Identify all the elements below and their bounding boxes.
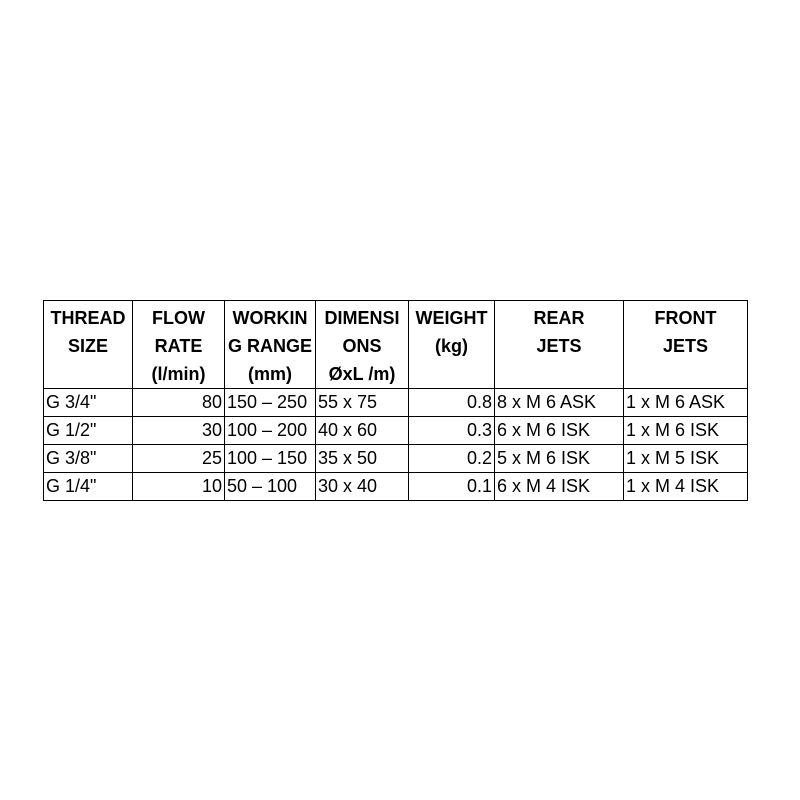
cell-front-jets: 1 x M 6 ASK [624,389,748,417]
header-line: RATE [154,336,203,356]
cell-rear-jets: 6 x M 4 ISK [495,473,624,501]
header-dimensions [316,301,409,389]
table-header-row [44,301,748,389]
cell-dimensions: 30 x 40 [316,473,409,501]
header-working-range [225,301,316,389]
cell-thread-size: G 3/8" [44,445,133,473]
header-line: WORKIN [232,308,308,328]
header-line: JETS [536,336,582,356]
cell-weight: 0.3 [409,417,495,445]
cell-front-jets: 1 x M 5 ISK [624,445,748,473]
cell-working-range: 50 – 100 [225,473,316,501]
header-line: WEIGHT [415,308,488,328]
cell-dimensions: 35 x 50 [316,445,409,473]
cell-flow-rate: 30 [133,417,225,445]
header-line: (mm) [248,364,292,384]
table-row [44,473,748,501]
cell-dimensions: 55 x 75 [316,389,409,417]
header-line: (kg) [435,336,468,356]
cell-flow-rate: 80 [133,389,225,417]
cell-weight: 0.8 [409,389,495,417]
cell-working-range: 100 – 200 [225,417,316,445]
table-row [44,417,748,445]
header-line: ØxL /m) [328,364,396,384]
header-weight [409,301,495,389]
cell-rear-jets: 8 x M 6 ASK [495,389,624,417]
header-thread-size [44,301,133,389]
cell-thread-size: G 1/2" [44,417,133,445]
cell-weight: 0.2 [409,445,495,473]
header-line: (l/min) [151,364,206,384]
cell-dimensions: 40 x 60 [316,417,409,445]
header-flow-rate [133,301,225,389]
cell-thread-size: G 3/4" [44,389,133,417]
cell-rear-jets: 6 x M 6 ISK [495,417,624,445]
cell-front-jets: 1 x M 4 ISK [624,473,748,501]
header-line: JETS [662,336,709,356]
header-line: DIMENSI [324,308,400,328]
cell-flow-rate: 25 [133,445,225,473]
header-line: FLOW [152,308,205,328]
cell-flow-rate: 10 [133,473,225,501]
header-line: THREAD [50,308,126,328]
table-row [44,445,748,473]
header-front-jets [624,301,748,389]
cell-thread-size: G 1/4" [44,473,133,501]
cell-working-range: 150 – 250 [225,389,316,417]
header-rear-jets [495,301,624,389]
header-line: SIZE [67,336,108,356]
header-line: FRONT [654,308,717,328]
cell-weight: 0.1 [409,473,495,501]
table-row [44,389,748,417]
header-line: REAR [533,308,585,328]
cell-rear-jets: 5 x M 6 ISK [495,445,624,473]
header-line: ONS [342,336,382,356]
header-line: G RANGE [227,336,312,356]
specifications-table [43,300,748,501]
cell-working-range: 100 – 150 [225,445,316,473]
cell-front-jets: 1 x M 6 ISK [624,417,748,445]
